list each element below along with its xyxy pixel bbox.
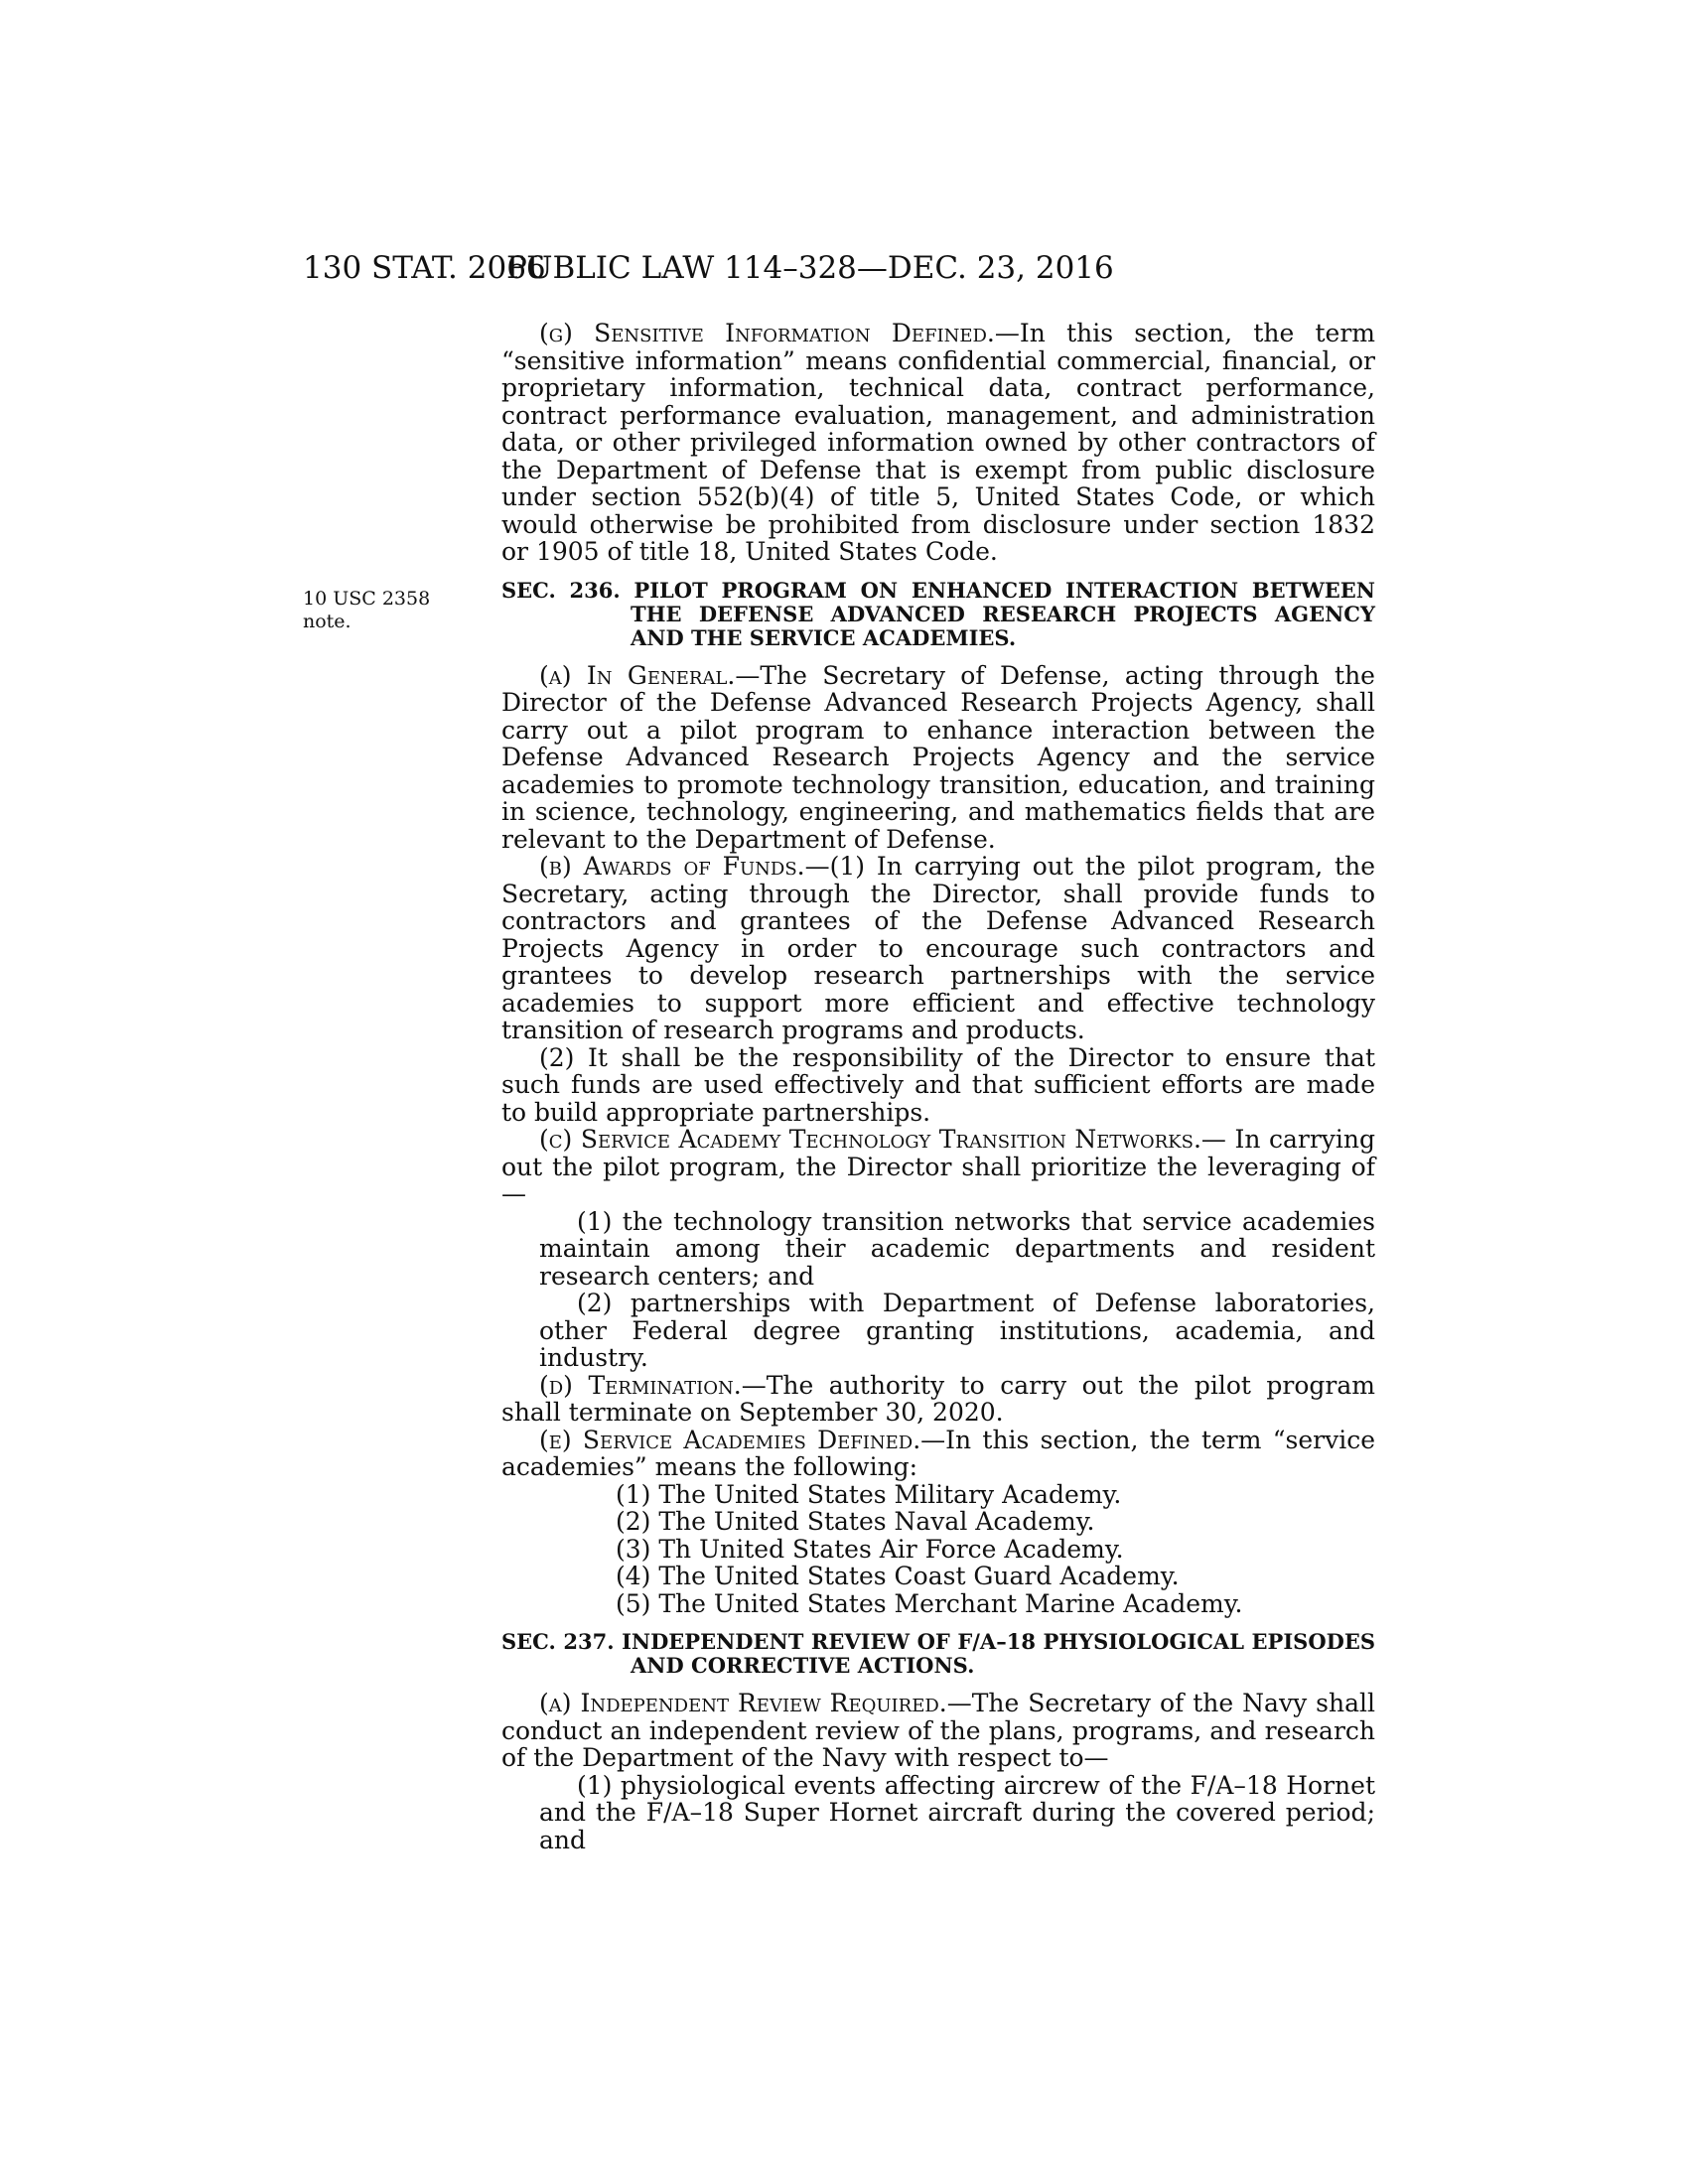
paragraph-g-sensitive-information <box>501 320 1375 566</box>
list-item: (4) The United States Coast Guard Academy. <box>616 1562 1180 1590</box>
section-236-paragraph-e <box>501 1427 1375 1481</box>
paragraph-g-text: —In this section, the term “sensitive information” means confidential commercial, financial, or proprietary information, technical data, contract performance, contract performance evaluation, management, and administration data, or other privileged information owned by other contractors of the Department of Defense that is exempt from public disclosure under section 552(b)(4) of title 5, United States Code, or which would otherwise be prohibited from disclosure under section 1832 or 1905 of title 18, United States Code. <box>501 319 1375 566</box>
section-236-paragraph-d <box>501 1372 1375 1427</box>
list-item: (3) Th United States Air Force Academy. <box>616 1534 1124 1564</box>
section-236-paragraph-b <box>501 853 1375 1044</box>
margin-note-suffix: note. <box>303 611 352 632</box>
section-236-paragraph-b2: (2) It shall be the responsibility of the Director to ensure that such funds are used effectively and that sufficient efforts are made to build appropriate partnerships. <box>501 1042 1375 1127</box>
section-236-e-label: (e) Service Academies Defined. <box>539 1425 921 1454</box>
section-236-c-label: (c) Service Academy Technology Transition Networks. <box>539 1125 1201 1154</box>
section-236-e-text: —In this section, the term “service academies” means the following: <box>501 1425 1375 1481</box>
document-body <box>501 320 1375 1853</box>
list-item: (5) The United States Merchant Marine Academy. <box>616 1588 1243 1618</box>
list-item: (2) The United States Naval Academy. <box>616 1507 1095 1536</box>
section-237-a-text: —The Secretary of the Navy shall conduct an independent review of the plans, programs, and research of the Department of the Navy with respect to— <box>501 1689 1375 1772</box>
section-237-a-label: (a) Independent Review Required. <box>539 1689 947 1717</box>
list-item: (1) The United States Military Academy. <box>616 1479 1122 1509</box>
section-237-a-item-1: (1) physiological events affecting aircrew of the F/A–18 Hornet and the F/A–18 Super Hornet aircraft during the covered period; and <box>539 1770 1375 1854</box>
section-236-c-text: — In carrying out the pilot program, the Director shall prioritize the leveraging of— <box>501 1125 1376 1208</box>
paragraph-g-label: (g) Sensitive Information Defined. <box>539 319 995 347</box>
statute-page-reference: 130 STAT. 2066 <box>303 250 546 286</box>
page-header <box>303 248 1479 288</box>
section-236-paragraph-c <box>501 1126 1375 1208</box>
public-law-citation: PUBLIC LAW 114–328—DEC. 23, 2016 <box>506 250 1114 286</box>
service-academies-list <box>616 1481 1375 1618</box>
section-236-c-item-2: (2) partnerships with Department of Defense laboratories, other Federal degree granting institutions, academia, and industry. <box>539 1289 1375 1372</box>
margin-note-citation: 10 USC 2358 <box>303 588 431 610</box>
section-236-b-text: —(1) In carrying out the pilot program, the Secretary, acting through the Director, shall provide funds to contractors and grantees of the Defense Advanced Research Projects Agency in order to encourage such contractors and grantees to develop research partnerships with the service academies to support more efficient and effective technology transition of research programs and products. <box>501 852 1375 1044</box>
section-236-a-text: —The Secretary of Defense, acting through the Director of the Defense Advanced Research Projects Agency, shall carry out a pilot program to enhance interaction between the Defense Advanced Research Projects Agency and the service academies to promote technology transition, education, and training in science, technology, engineering, and mathematics fields that are relevant to the Department of Defense. <box>501 660 1375 854</box>
section-236-heading: SEC. 236. PILOT PROGRAM ON ENHANCED INTERACTION BETWEEN THE DEFENSE ADVANCED RESEARCH PROJECTS AGENCY AND THE SERVICE ACADEMIES. <box>501 577 1375 650</box>
section-236-a-label: (a) In General. <box>539 660 736 690</box>
section-236-b-label: (b) Awards of Funds. <box>539 852 805 881</box>
margin-note <box>303 588 452 633</box>
section-237-paragraph-a <box>501 1690 1375 1772</box>
section-236-d-text: —The authority to carry out the pilot program shall terminate on September 30, 2020. <box>501 1370 1375 1427</box>
section-237-heading: SEC. 237. INDEPENDENT REVIEW OF F/A–18 PHYSIOLOGICAL EPISODES AND CORRECTIVE ACTIONS. <box>501 1629 1375 1678</box>
section-236-c-item-1: (1) the technology transition networks that service academies maintain among their academic departments and resident research centers; and <box>539 1206 1375 1291</box>
section-236-paragraph-a <box>501 662 1375 854</box>
section-236-d-label: (d) Termination. <box>539 1370 742 1400</box>
